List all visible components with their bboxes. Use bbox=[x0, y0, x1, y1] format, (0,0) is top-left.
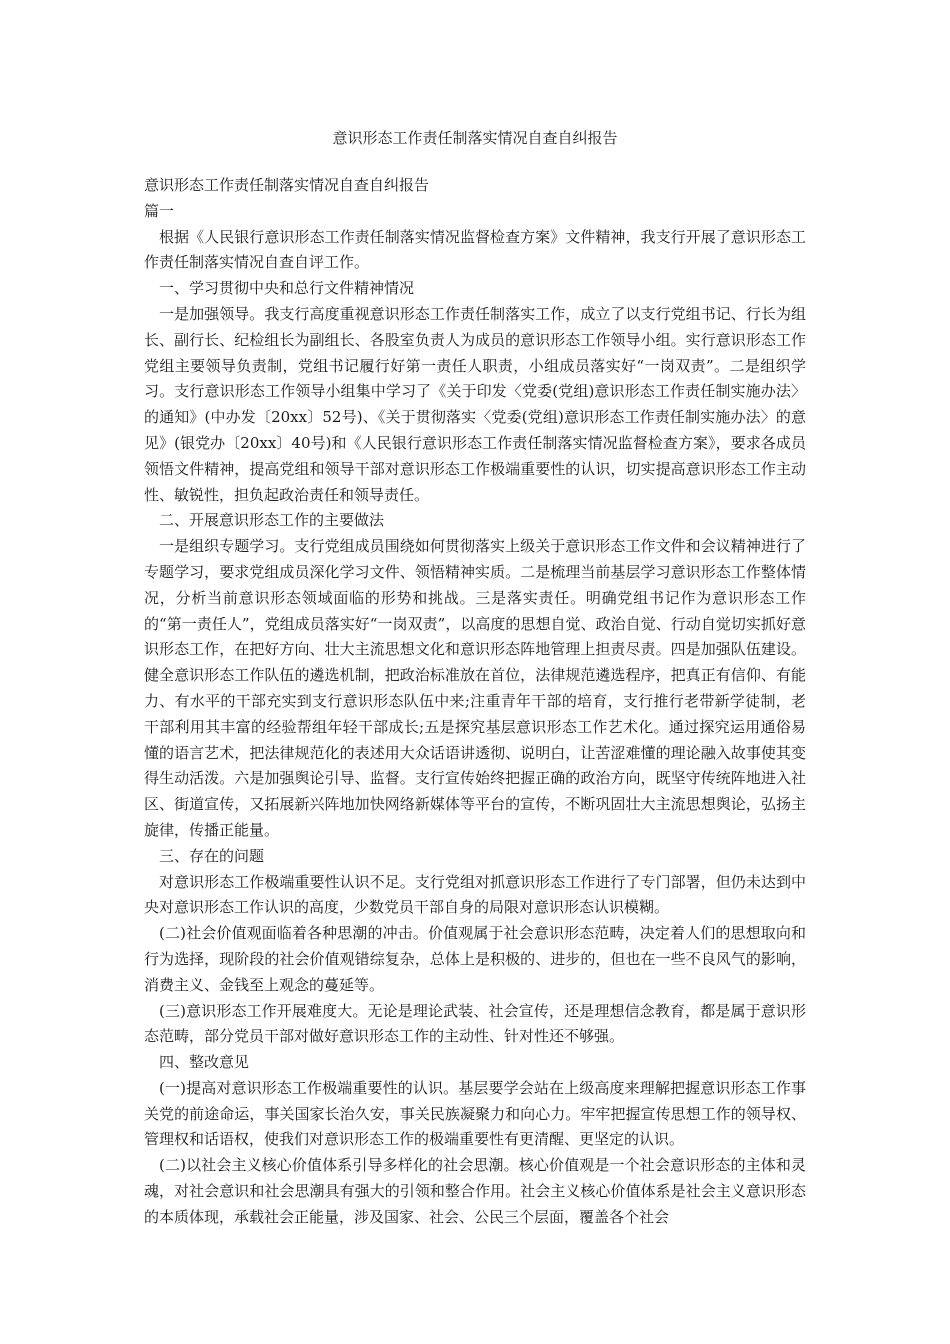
paragraph-rectification-2: (二)以社会主义核心价值体系引导多样化的社会思潮。核心价值观是一个社会意识形态的主体和灵魂，对社会意识和社会思潮具有强大的引领和整合作用。社会主义核心价值体系是社会主义意识形态的本质体现，承载社会正能量，涉及国家、社会、公民三个层面，覆盖各个社会 bbox=[144, 1156, 806, 1226]
document-body bbox=[144, 173, 806, 1231]
paragraph-intro: 根据《人民银行意识形态工作责任制落实情况监督检查方案》文件精神，我支行开展了意识形态工作责任制落实情况自查自评工作。 bbox=[144, 227, 806, 272]
paragraph-problem-3: (三)意识形态工作开展难度大。无论是理论武装、社会宣传，还是理想信念教育，都是属于意识形态范畴，部分党员干部对做好意识形态工作的主动性、针对性还不够强。 bbox=[144, 1001, 806, 1046]
part-label: 篇一 bbox=[144, 201, 175, 220]
document-title: 意识形态工作责任制落实情况自查自纠报告 bbox=[332, 129, 618, 147]
paragraph-rectification-1: (一)提高对意识形态工作极端重要性的认识。基层要学会站在上级高度来理解把握意识形态工作事关党的前途命运，事关国家长治久安，事关民族凝聚力和向心力。牢牢把握宣传思想工作的领导权、管理权和话语权，使我们对意识形态工作的极端重要性有更清醒、更坚定的认识。 bbox=[144, 1078, 806, 1149]
section-heading-1: 一、学习贯彻中央和总行文件精神情况 bbox=[159, 279, 415, 298]
paragraph-problem-1: 对意识形态工作极端重要性认识不足。支行党组对抓意识形态工作进行了专门部署，但仍未达到中央对意识形态工作认识的高度，少数党员干部自身的局限对意识形态认识模糊。 bbox=[144, 872, 806, 917]
report-heading: 意识形态工作责任制落实情况自查自纠报告 bbox=[144, 176, 430, 194]
paragraph-practices: 一是组织专题学习。支行党组成员围绕如何贯彻落实上级关于意识形态工作文件和会议精神进行了专题学习，要求党组成员深化学习文件、领悟精神实质。二是梳理当前基层学习意识形态工作整体情况，分析当前意识形态领域面临的形势和挑战。三是落实责任。明确党组书记作为意识形态工作的“第一责任人”，党组成员落实好“一岗双责”，以高度的思想自觉、政治自觉、行动自觉切实抓好意识形态工作，在把好方向、壮大主流思想文化和意识形态阵地管理上担责尽责。四是加强队伍建设。健全意识形态工作队伍的遴选机制，把政治标准放在首位，法律规范遴选程序，把真正有信仰、有能力、有水平的干部充实到支行意识形态队伍中来;注重青年干部的培育，支行推行老带新学徒制，老干部利用其丰富的经验帮组年轻干部成长;五是探究基层意识形态工作艺术化。通过探究运用通俗易懂的语言艺术，把法律规范化的表述用大众话语讲透彻、说明白，让苦涩难懂的理论融入故事使其变得生动活泼。六是加强舆论引导、监督。支行宣传始终把握正确的政治方向，既坚守传统阵地进入社区、街道宣传，又拓展新兴阵地加快网络新媒体等平台的宣传，不断巩固壮大主流思想舆论，弘扬主旋律，传播正能量。 bbox=[144, 537, 806, 839]
section-heading-3: 三、存在的问题 bbox=[159, 846, 265, 865]
paragraph-leadership: 一是加强领导。我支行高度重视意识形态工作责任制落实工作，成立了以支行党组书记、行长为组长、副行长、纪检组长为副组长、各股室负责人为成员的意识形态工作领导小组。实行意识形态工作党组主要领导负责制，党组书记履行好第一责任人职责，小组成员落实好“一岗双责”。二是组织学习。支行意识形态工作领导小组集中学习了《关于印发〈党委(党组)意识形态工作责任制实施办法〉的通知》(中办发〔20xx〕52号)、《关于贯彻落实〈党委(党组)意识形态工作责任制实施办法〉的意见》(银党办〔20xx〕40号)和《人民银行意识形态工作责任制落实情况监督检查方案》，要求各成员领悟文件精神，提高党组和领导干部对意识形态工作极端重要性的认识，切实提高意识形态工作主动性、敏锐性，担负起政治责任和领导责任。 bbox=[144, 304, 806, 504]
section-heading-2: 二、开展意识形态工作的主要做法 bbox=[159, 511, 385, 530]
paragraph-problem-2: (二)社会价值观面临着各种思潮的冲击。价值观属于社会意识形态范畴，决定着人们的思想取向和行为选择，现阶段的社会价值观错综复杂，总体上是积极的、进步的，但也在一些不良风气的影响，消费主义、金钱至上观念的蔓延等。 bbox=[144, 924, 806, 994]
section-heading-4: 四、整改意见 bbox=[159, 1053, 250, 1072]
